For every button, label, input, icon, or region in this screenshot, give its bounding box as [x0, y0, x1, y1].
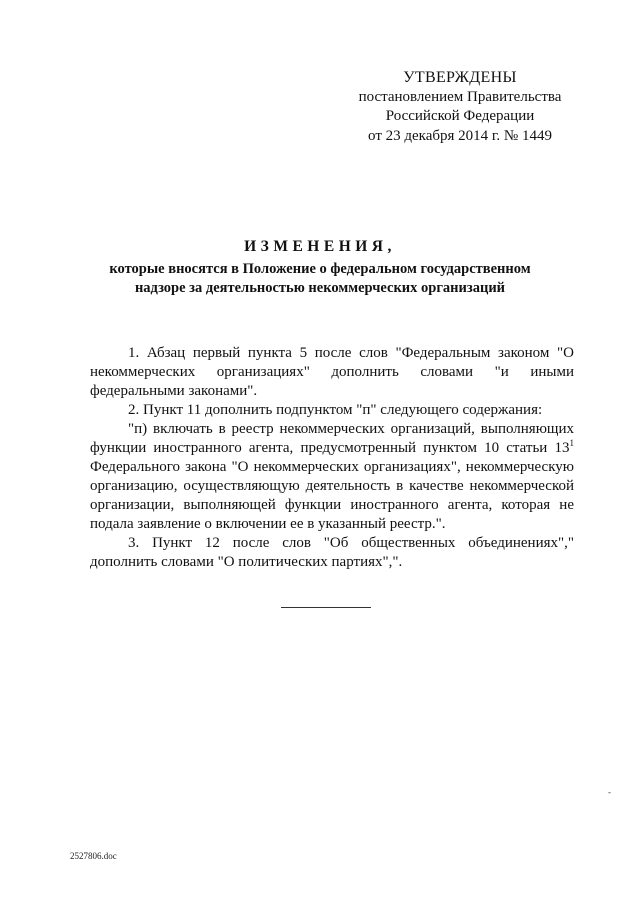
margin-mark: -: [608, 787, 611, 797]
paragraph-3-part-a: "п) включать в реестр некоммерческих организаций, выполняющих функции иностранного агента, предусмотренный пунктом 10 статьи 13: [90, 421, 574, 456]
approval-stamp: [330, 68, 590, 146]
approval-line-resolution: постановлением Правительства: [358, 88, 562, 105]
subtitle-line-1: которые вносятся в Положение о федеральном государственном: [109, 261, 531, 277]
subtitle-line-2: надзоре за деятельностью некоммерческих организаций: [134, 280, 506, 296]
paragraph-2: 2. Пункт 11 дополнить подпунктом "п" следующего содержания:: [128, 402, 543, 418]
paragraph-1: 1. Абзац первый пункта 5 после слов "Федеральным законом "О некоммерческих организациях" дополнить словами "и иными федеральными законами".: [90, 345, 574, 399]
end-divider: [281, 607, 371, 608]
approval-line-date-number: от 23 декабря 2014 г. № 1449: [368, 127, 552, 144]
paragraph-3-part-b: Федерального закона "О некоммерческих организациях", некоммерческую организацию, осуществляющую деятельность в качестве некоммерческой организации, выполняющей функции иностранного агента, которая не подала заявление о включении ее в указанный реестр.".: [90, 459, 574, 532]
document-title: ИЗМЕНЕНИЯ,: [244, 238, 396, 255]
approval-heading: УТВЕРЖДЕНЫ: [403, 69, 517, 86]
document-body: [90, 344, 574, 572]
paragraph-3: [90, 420, 574, 534]
paragraph-4: 3. Пункт 12 после слов "Об общественных объединениях"," дополнить словами "О политических партиях",".: [90, 535, 574, 570]
file-reference: 2527806.doc: [70, 851, 117, 861]
document-subtitle: [90, 260, 550, 298]
approval-line-federation: Российской Федерации: [385, 108, 535, 124]
article-superscript: 1: [569, 438, 574, 448]
